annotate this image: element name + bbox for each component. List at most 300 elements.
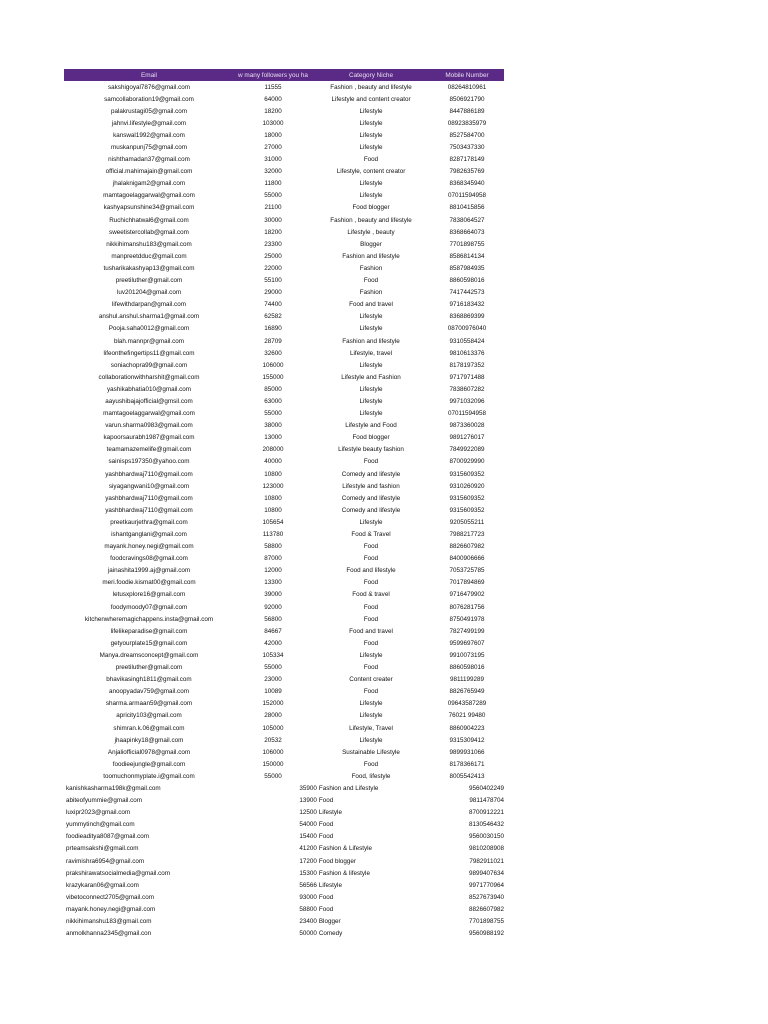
category-cell[interactable]: Content creater — [349, 676, 393, 684]
category-cell[interactable]: Lifestyle — [359, 192, 383, 200]
followers-cell[interactable]: 39000 — [264, 591, 282, 599]
email-cell[interactable]: krazykaran06@gmail.com — [66, 881, 139, 889]
mobile-cell[interactable]: 7982635769 — [449, 168, 485, 176]
email-cell[interactable]: sainisps197350@yahoo.com — [108, 458, 190, 466]
email-cell[interactable]: foodieaditya8087@gmail.com — [66, 833, 150, 841]
category-cell[interactable]: Fashion and lifestyle — [342, 337, 400, 345]
category-cell[interactable]: Lifestyle and fashion — [342, 482, 400, 490]
email-cell[interactable]: kanishkasharma198k@gmail.com — [66, 784, 161, 792]
category-cell[interactable]: Lifestyle — [359, 144, 383, 152]
category-cell[interactable]: Lifestyle — [359, 518, 383, 526]
table-row — [64, 843, 504, 855]
email-cell[interactable]: preetiluther@gmail.com — [115, 277, 183, 285]
table-row — [64, 420, 504, 432]
category-cell[interactable]: Fashion — [359, 264, 383, 272]
category-cell[interactable]: Food — [363, 760, 379, 768]
category-cell[interactable]: Lifestyle and Food — [345, 422, 397, 430]
followers-cell[interactable]: 42000 — [264, 639, 282, 647]
category-cell[interactable]: Lifestyle — [359, 736, 383, 744]
followers-cell[interactable]: 16890 — [264, 325, 282, 333]
table-row — [64, 468, 504, 480]
header-email[interactable]: Email — [141, 71, 157, 79]
followers-cell[interactable]: 55000 — [264, 192, 282, 200]
category-cell[interactable]: Lifestyle — [359, 361, 383, 369]
email-cell[interactable]: foodieejungle@gmail.com — [112, 760, 186, 768]
mobile-cell[interactable]: 09643587289 — [447, 700, 487, 708]
followers-cell[interactable]: 23300 — [264, 240, 282, 248]
mobile-cell[interactable]: 9310558424 — [449, 337, 485, 345]
mobile-cell[interactable]: 8700912221 — [468, 809, 504, 817]
mobile-cell[interactable]: 7017894869 — [449, 579, 485, 587]
mobile-cell[interactable]: 9873360028 — [449, 422, 485, 430]
followers-cell[interactable]: 27000 — [264, 144, 282, 152]
email-cell[interactable]: sweetistercollab@gmail.com — [109, 228, 189, 236]
mobile-cell[interactable]: 8287178149 — [449, 156, 485, 164]
mobile-cell[interactable]: 9560988192 — [468, 930, 504, 938]
followers-cell[interactable]: 123000 — [262, 482, 284, 490]
mobile-cell[interactable]: 8005542413 — [449, 772, 485, 780]
email-cell[interactable]: teamamazemelife@gmail.com — [106, 446, 192, 454]
followers-cell[interactable]: 30000 — [264, 216, 282, 224]
email-cell[interactable]: anmolkhanna2345@gmail.con — [66, 930, 152, 938]
email-cell[interactable]: prakshirawatsocialmedia@gmail.com — [66, 869, 171, 877]
header-followers[interactable]: w many followers you ha — [238, 71, 308, 79]
mobile-cell[interactable]: 9717971488 — [449, 373, 485, 381]
email-cell[interactable]: ishantganglani@gmail.com — [111, 531, 187, 539]
followers-cell[interactable]: 106000 — [262, 361, 284, 369]
category-cell[interactable]: Fashion , beauty and lifestyle — [330, 216, 412, 224]
followers-cell[interactable]: 23400 — [299, 918, 317, 926]
mobile-cell[interactable]: 8527584700 — [449, 131, 485, 139]
followers-cell[interactable]: 62582 — [264, 313, 282, 321]
category-cell[interactable]: Blogger — [360, 240, 382, 248]
category-cell[interactable]: Food — [318, 833, 334, 841]
category-cell[interactable]: Lifestyle — [359, 410, 383, 418]
mobile-cell[interactable]: 8447886189 — [449, 107, 485, 115]
email-cell[interactable]: mayank.honey.negi@gmail.com — [104, 543, 194, 551]
followers-cell[interactable]: 32000 — [264, 168, 282, 176]
email-cell[interactable]: ravimishra6954@gmail.com — [66, 857, 145, 865]
email-cell[interactable]: aayushibajajofficial@gmsil.com — [105, 397, 193, 405]
email-cell[interactable]: letusxplore16@gmail.com — [112, 591, 186, 599]
followers-cell[interactable]: 64000 — [264, 95, 282, 103]
email-cell[interactable]: jhalaknigam2@gmail.com — [112, 180, 186, 188]
mobile-cell[interactable]: 8178197352 — [449, 361, 485, 369]
table-row — [64, 504, 504, 516]
mobile-cell[interactable]: 8860598016 — [449, 664, 485, 672]
category-cell[interactable]: Fashion , beauty and lifestyle — [330, 83, 412, 91]
mobile-cell[interactable]: 9310260920 — [449, 482, 485, 490]
followers-cell[interactable]: 56566 — [299, 881, 317, 889]
category-cell[interactable]: Food — [363, 688, 379, 696]
mobile-cell[interactable]: 8586814134 — [449, 252, 485, 260]
followers-cell[interactable]: 13300 — [264, 579, 282, 587]
followers-cell[interactable]: 25000 — [264, 252, 282, 260]
mobile-cell[interactable]: 8750491978 — [449, 615, 485, 623]
email-cell[interactable]: preetkaurjethra@gmail.com — [110, 518, 188, 526]
followers-cell[interactable]: 152000 — [262, 700, 284, 708]
category-cell[interactable]: Food blogger — [352, 434, 390, 442]
followers-cell[interactable]: 106000 — [262, 748, 284, 756]
category-cell[interactable]: Food and travel — [349, 301, 393, 309]
mobile-cell[interactable]: 9599697607 — [449, 639, 485, 647]
category-cell[interactable]: Food — [363, 579, 379, 587]
category-cell[interactable]: Lifestyle — [359, 107, 383, 115]
mobile-cell[interactable]: 9560030150 — [468, 833, 504, 841]
email-cell[interactable]: Pooja.saha0012@gmail.com — [108, 325, 190, 333]
table-row — [64, 782, 504, 794]
email-cell[interactable]: bhavikasingh1811@gmail.com — [106, 676, 192, 684]
followers-cell[interactable]: 105654 — [262, 518, 284, 526]
email-cell[interactable]: mamtagoelaggarwal@gmail.com — [103, 192, 195, 200]
mobile-cell[interactable]: 8700929990 — [449, 458, 485, 466]
email-cell[interactable]: yummytinch@gmail.com — [66, 821, 135, 829]
email-cell[interactable]: muskanpunj75@gmail.com — [110, 144, 188, 152]
category-cell[interactable]: Food and travel — [349, 627, 393, 635]
category-cell[interactable]: Food blogger — [318, 857, 356, 865]
category-cell[interactable]: Food — [363, 277, 379, 285]
email-cell[interactable]: foodcravings08@gmail.com — [110, 555, 188, 563]
category-cell[interactable]: Food — [363, 664, 379, 672]
mobile-cell[interactable]: 9891276017 — [449, 434, 485, 442]
mobile-cell[interactable]: 7982911021 — [469, 857, 504, 865]
email-cell[interactable]: collaborationwithharshit@gmail.com — [98, 373, 200, 381]
category-cell[interactable]: Comedy — [318, 930, 343, 938]
email-cell[interactable]: yashbhardwaj7110@gmail.com — [105, 494, 193, 502]
mobile-cell[interactable]: 76021 99480 — [448, 712, 486, 720]
followers-cell[interactable]: 17200 — [299, 857, 317, 865]
followers-cell[interactable]: 29000 — [264, 289, 282, 297]
mobile-cell[interactable]: 7849922089 — [449, 446, 485, 454]
followers-cell[interactable]: 87000 — [264, 555, 282, 563]
mobile-cell[interactable]: 08264810961 — [447, 83, 487, 91]
category-cell[interactable]: Food — [363, 458, 379, 466]
mobile-cell[interactable]: 07011594958 — [447, 192, 487, 200]
followers-cell[interactable]: 10800 — [264, 506, 282, 514]
followers-cell[interactable]: 85000 — [264, 385, 282, 393]
followers-cell[interactable]: 55100 — [264, 277, 282, 285]
category-cell[interactable]: Comedy and lifestyle — [341, 494, 401, 502]
followers-cell[interactable]: 40000 — [264, 458, 282, 466]
mobile-cell[interactable]: 9971032096 — [449, 397, 485, 405]
header-category[interactable]: Category Niche — [348, 71, 394, 79]
email-cell[interactable]: lifewithdarpan@gmail.com — [112, 301, 186, 309]
email-cell[interactable]: varun.sharma0983@gmail.com — [105, 422, 193, 430]
followers-cell[interactable]: 13000 — [264, 434, 282, 442]
mobile-cell[interactable]: 9910073195 — [449, 651, 485, 659]
email-cell[interactable]: mamtagoelaggarwal@gmail.com — [103, 410, 195, 418]
followers-cell[interactable]: 10089 — [264, 688, 282, 696]
email-cell[interactable]: tusharikakashyap13@gmail.com — [103, 264, 195, 272]
followers-cell[interactable]: 58800 — [299, 905, 317, 913]
followers-cell[interactable]: 208000 — [262, 446, 284, 454]
table-body-centered — [64, 81, 504, 782]
followers-cell[interactable]: 31000 — [264, 156, 282, 164]
email-cell[interactable]: luv201204@gmail.com — [116, 289, 182, 297]
category-cell[interactable]: Food — [318, 905, 334, 913]
followers-cell[interactable]: 63000 — [264, 397, 282, 405]
mobile-cell[interactable]: 8587984935 — [449, 264, 485, 272]
email-cell[interactable]: vibetoconnect2705@gmail.com — [66, 893, 154, 901]
email-cell[interactable]: abiteofyummie@gmail.com — [66, 797, 143, 805]
email-cell[interactable]: prteamsakshi@gmail.com — [66, 845, 139, 853]
email-cell[interactable]: luxipr2023@gmail.com — [66, 809, 131, 817]
mobile-cell[interactable]: 8076281756 — [449, 603, 485, 611]
category-cell[interactable]: Fashion & lifestyle — [318, 869, 370, 877]
mobile-cell[interactable]: 9971770964 — [468, 881, 504, 889]
category-cell[interactable]: Food — [363, 156, 379, 164]
mobile-cell[interactable]: 7988217723 — [449, 531, 485, 539]
mobile-cell[interactable]: 8368345940 — [449, 180, 485, 188]
category-cell[interactable]: Lifestyle — [359, 385, 383, 393]
category-cell[interactable]: Food — [318, 821, 334, 829]
category-cell[interactable]: Food — [363, 543, 379, 551]
email-cell[interactable]: kitchenwheremagichappens.insta@gmail.com — [84, 615, 214, 623]
mobile-cell[interactable]: 9811199289 — [449, 676, 485, 684]
email-cell[interactable]: yashbhardwaj7110@gmail.com — [105, 506, 193, 514]
mobile-cell[interactable]: 8810415856 — [449, 204, 485, 212]
mobile-cell[interactable]: 9810208908 — [468, 845, 504, 853]
mobile-cell[interactable]: 9810613376 — [449, 349, 485, 357]
email-cell[interactable]: toomuchonmyplate.i@gmail.com — [103, 772, 195, 780]
followers-cell[interactable]: 18000 — [264, 131, 282, 139]
followers-cell[interactable]: 74400 — [264, 301, 282, 309]
mobile-cell[interactable]: 7701898755 — [449, 240, 485, 248]
followers-cell[interactable]: 55000 — [264, 664, 282, 672]
mobile-cell[interactable]: 8506921790 — [449, 95, 485, 103]
followers-cell[interactable]: 18200 — [264, 228, 282, 236]
category-cell[interactable]: Sustainable Lifestyle — [342, 748, 400, 756]
email-cell[interactable]: Anjaliofficial0978@gmail.com — [107, 748, 191, 756]
mobile-cell[interactable]: 8368869399 — [449, 313, 485, 321]
category-cell[interactable]: Food — [363, 555, 379, 563]
category-cell[interactable]: Food — [363, 615, 379, 623]
mobile-cell[interactable]: 8130546432 — [468, 821, 504, 829]
email-cell[interactable]: jahnvi.lifestyle@gmail.com — [111, 119, 187, 127]
mobile-cell[interactable]: 8826607982 — [468, 905, 504, 913]
category-cell[interactable]: Lifestyle — [359, 119, 383, 127]
mobile-cell[interactable]: 8826765949 — [449, 688, 485, 696]
mobile-cell[interactable]: 9315309412 — [449, 736, 485, 744]
followers-cell[interactable]: 58800 — [264, 543, 282, 551]
mobile-cell[interactable]: 7417442573 — [449, 289, 485, 297]
followers-cell[interactable]: 28000 — [264, 712, 282, 720]
mobile-cell[interactable]: 9315609352 — [449, 470, 485, 478]
mobile-cell[interactable]: 7827499199 — [449, 627, 485, 635]
followers-cell[interactable]: 15400 — [299, 833, 317, 841]
followers-cell[interactable]: 41200 — [299, 845, 317, 853]
mobile-cell[interactable]: 9811478704 — [469, 797, 504, 805]
mobile-cell[interactable]: 9205055211 — [449, 518, 485, 526]
email-cell[interactable]: Manya.dreamsconcept@gmail.com — [99, 651, 199, 659]
category-cell[interactable]: Food — [318, 797, 334, 805]
email-cell[interactable]: jainashita1999.aj@gmail.com — [107, 567, 191, 575]
email-cell[interactable]: palakrustagi05@gmail.com — [110, 107, 188, 115]
email-cell[interactable]: shimran.k.06@gmail.com — [113, 724, 185, 732]
category-cell[interactable]: Lifestyle — [359, 180, 383, 188]
mobile-cell[interactable]: 08923835979 — [447, 119, 487, 127]
category-cell[interactable]: Food — [318, 893, 334, 901]
email-cell[interactable]: sakshigoyal7876@gmail.com — [108, 83, 190, 91]
followers-cell[interactable]: 92000 — [264, 603, 282, 611]
category-cell[interactable]: Lifestyle — [359, 313, 383, 321]
followers-cell[interactable]: 10800 — [264, 494, 282, 502]
followers-cell[interactable]: 38000 — [264, 422, 282, 430]
email-cell[interactable]: kapoorsaurabh1987@gmail.com — [103, 434, 195, 442]
category-cell[interactable]: Food blogger — [352, 204, 390, 212]
mobile-cell[interactable]: 9315609352 — [449, 506, 485, 514]
mobile-cell[interactable]: 8400906666 — [449, 555, 485, 563]
mobile-cell[interactable]: 8368664073 — [449, 228, 485, 236]
followers-cell[interactable]: 93000 — [299, 893, 317, 901]
category-cell[interactable]: Lifestyle — [359, 325, 383, 333]
table-row — [64, 444, 504, 456]
category-cell[interactable]: Lifestyle — [359, 712, 383, 720]
category-cell[interactable]: Blogger — [318, 918, 341, 926]
followers-cell[interactable]: 105334 — [262, 651, 284, 659]
followers-cell[interactable]: 56800 — [264, 615, 282, 623]
table-row — [64, 299, 504, 311]
category-cell[interactable]: Food & Travel — [351, 531, 391, 539]
category-cell[interactable]: Food — [363, 603, 379, 611]
mobile-cell[interactable]: 7701898755 — [468, 918, 504, 926]
header-row — [64, 69, 504, 81]
email-cell[interactable]: siyagangwani10@gmail.com — [108, 482, 190, 490]
followers-cell[interactable]: 28709 — [264, 337, 282, 345]
followers-cell[interactable]: 105000 — [262, 724, 284, 732]
category-cell[interactable]: Fashion — [359, 289, 383, 297]
email-cell[interactable]: anoopyadav759@gmail.com — [109, 688, 189, 696]
followers-cell[interactable]: 11555 — [264, 83, 282, 91]
category-cell[interactable]: Fashion & Lifestyle — [318, 845, 373, 853]
category-cell[interactable]: Lifestyle — [359, 700, 383, 708]
category-cell[interactable]: Lifestyle, content creator — [336, 168, 406, 176]
category-cell[interactable]: Lifestyle and content creator — [331, 95, 411, 103]
mobile-cell[interactable]: 9315609352 — [449, 494, 485, 502]
followers-cell[interactable]: 55000 — [264, 772, 282, 780]
followers-cell[interactable]: 103000 — [262, 119, 284, 127]
mobile-cell[interactable]: 9560402249 — [468, 784, 504, 792]
followers-cell[interactable]: 155000 — [262, 373, 284, 381]
email-cell[interactable]: kashyapsunshine34@gmail.com — [103, 204, 195, 212]
mobile-cell[interactable]: 8178366171 — [449, 760, 485, 768]
email-cell[interactable]: samcollaboration19@gmail.com — [104, 95, 194, 103]
category-cell[interactable]: Food — [363, 639, 379, 647]
email-cell[interactable]: nikkihimanshu183@gmail.com — [66, 918, 152, 926]
table-body-left — [64, 782, 504, 939]
email-cell[interactable]: official.mahimajain@gmail.com — [105, 168, 193, 176]
email-cell[interactable]: yashikabhatia010@gmail.com — [106, 385, 192, 393]
email-cell[interactable]: lifeonthefingertips11@gmail.com — [103, 349, 195, 357]
followers-cell[interactable]: 150000 — [262, 760, 284, 768]
email-cell[interactable]: soniachopra99@gmail.com — [110, 361, 188, 369]
email-cell[interactable]: sharma.armaan59@gmail.com — [105, 700, 193, 708]
mobile-cell[interactable]: 7838064527 — [449, 216, 485, 224]
followers-cell[interactable]: 21100 — [264, 204, 282, 212]
email-cell[interactable]: Ruchichhatwal6@gmail.com — [109, 216, 189, 224]
followers-cell[interactable]: 12000 — [264, 567, 282, 575]
category-cell[interactable]: Lifestyle, Travel — [349, 724, 393, 732]
mobile-cell[interactable]: 9716183432 — [449, 301, 485, 309]
followers-cell[interactable]: 20532 — [264, 736, 282, 744]
email-cell[interactable]: yashbhardwaj7110@gmail.com — [105, 470, 193, 478]
header-mobile[interactable]: Mobile Number — [445, 71, 489, 79]
category-cell[interactable]: Lifestyle — [318, 881, 342, 889]
followers-cell[interactable]: 18200 — [264, 107, 282, 115]
category-cell[interactable]: Lifestyle, travel — [350, 349, 392, 357]
mobile-cell[interactable]: 7503437330 — [449, 144, 485, 152]
mobile-cell[interactable]: 7838607282 — [449, 385, 485, 393]
category-cell[interactable]: Lifestyle beauty fashion — [338, 446, 404, 454]
email-cell[interactable]: mayank.honey.negi@gmail.com — [66, 905, 156, 913]
mobile-cell[interactable]: 7053725785 — [449, 567, 485, 575]
email-cell[interactable]: apricity103@gmail.com — [116, 712, 182, 720]
email-cell[interactable]: preetiluther@gmail.com — [115, 664, 183, 672]
followers-cell[interactable]: 22000 — [264, 264, 282, 272]
followers-cell[interactable]: 55000 — [264, 410, 282, 418]
category-cell[interactable]: Fashion and Lifestyle — [318, 784, 379, 792]
followers-cell[interactable]: 13900 — [299, 797, 317, 805]
followers-cell[interactable]: 23000 — [264, 676, 282, 684]
category-cell[interactable]: Lifestyle — [359, 131, 383, 139]
mobile-cell[interactable]: 9899931066 — [449, 748, 485, 756]
mobile-cell[interactable]: 08700976040 — [447, 325, 487, 333]
category-cell[interactable]: Lifestyle , beauty — [347, 228, 395, 236]
mobile-cell[interactable]: 8860598016 — [449, 277, 485, 285]
category-cell[interactable]: Comedy and lifestyle — [341, 470, 401, 478]
mobile-cell[interactable]: 8826607982 — [449, 543, 485, 551]
table-row — [64, 746, 504, 758]
followers-cell[interactable]: 15300 — [299, 869, 317, 877]
email-cell[interactable]: jhaapinky18@gmail.com — [114, 736, 184, 744]
email-cell[interactable]: foodymoody07@gmail.com — [110, 603, 188, 611]
followers-cell[interactable]: 113780 — [262, 531, 284, 539]
category-cell[interactable]: Comedy and lifestyle — [341, 506, 401, 514]
category-cell[interactable]: Lifestyle — [359, 651, 383, 659]
email-cell[interactable]: getyourplate15@gmail.com — [110, 639, 188, 647]
email-cell[interactable]: lifelikeparadise@gmail.com — [110, 627, 188, 635]
email-cell[interactable]: blah.mannpr@gmail.com — [113, 337, 185, 345]
mobile-cell[interactable]: 07011594958 — [447, 410, 487, 418]
email-cell[interactable]: nikkihimanshu183@gmail.com — [106, 240, 192, 248]
mobile-cell[interactable]: 8527673940 — [468, 893, 504, 901]
followers-cell[interactable]: 50000 — [299, 930, 317, 938]
email-cell[interactable]: manpreetdduc@gmail.com — [111, 252, 187, 260]
category-cell[interactable]: Lifestyle and Fashion — [341, 373, 401, 381]
mobile-cell[interactable]: 9899407634 — [468, 869, 504, 877]
mobile-cell[interactable]: 9716479902 — [449, 591, 485, 599]
email-cell[interactable]: anshul.anshul.sharma1@gmail.com — [98, 313, 200, 321]
followers-cell[interactable]: 32600 — [264, 349, 282, 357]
email-cell[interactable]: kanswal1992@gmail.com — [113, 131, 185, 139]
category-cell[interactable]: Food, lifestyle — [351, 772, 391, 780]
category-cell[interactable]: Lifestyle — [318, 809, 342, 817]
followers-cell[interactable]: 10800 — [264, 470, 282, 478]
table-row — [64, 553, 504, 565]
category-cell[interactable]: Lifestyle — [359, 397, 383, 405]
followers-cell[interactable]: 54000 — [299, 821, 317, 829]
mobile-cell[interactable]: 8860904223 — [449, 724, 485, 732]
email-cell[interactable]: nishthamadan37@gmail.com — [108, 156, 190, 164]
followers-cell[interactable]: 35900 — [299, 784, 317, 792]
category-cell[interactable]: Food & travel — [352, 591, 390, 599]
category-cell[interactable]: Fashion and lifestyle — [342, 252, 400, 260]
email-cell[interactable]: meri.foodie.kismat00@gmail.com — [102, 579, 196, 587]
followers-cell[interactable]: 12500 — [299, 809, 317, 817]
category-cell[interactable]: Food and lifestyle — [346, 567, 396, 575]
followers-cell[interactable]: 11800 — [264, 180, 282, 188]
followers-cell[interactable]: 84667 — [264, 627, 282, 635]
